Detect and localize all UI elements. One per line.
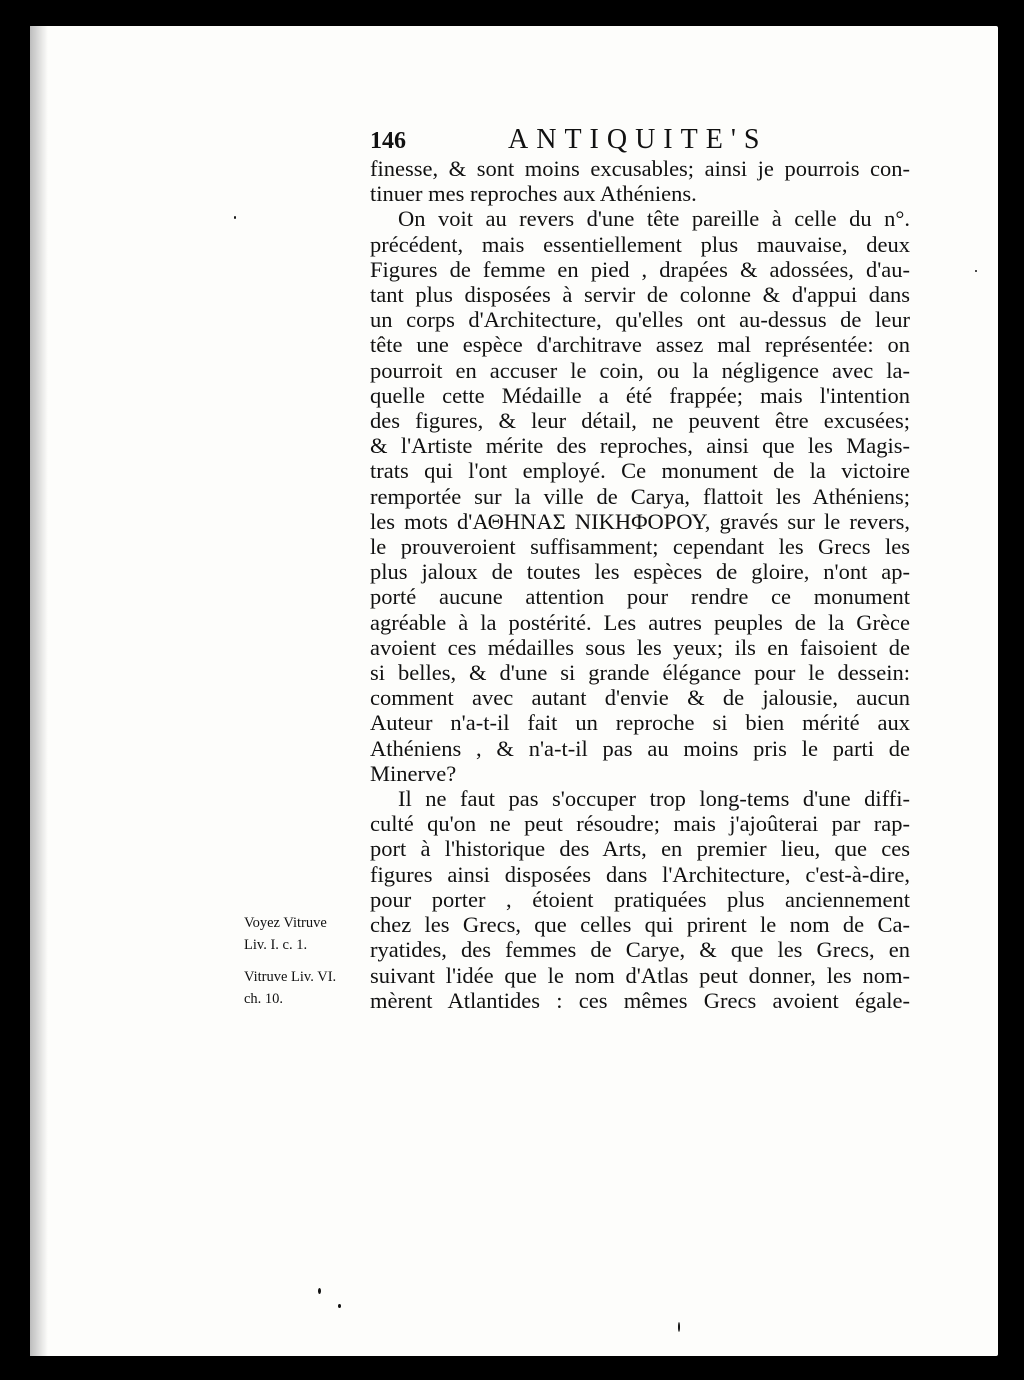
- text-line: Minerve?: [370, 760, 457, 786]
- text-line: pour porter , étoient pratiquées plus anciennement: [370, 886, 910, 912]
- page-number: 146: [370, 128, 406, 154]
- text-line: remportée sur la ville de Carya, flattoit les Athéniens;: [370, 483, 910, 509]
- text-line: pourroit en accuser le coin, ou la négligence avec la-: [370, 357, 910, 383]
- text-line: ryatides, des femmes de Carye, & que les Grecs, en: [370, 937, 910, 963]
- margin-note: [244, 966, 369, 1010]
- text-line: plus jaloux de toutes les espèces de gloire, n'ont ap-: [370, 559, 910, 585]
- text-line: quelle cette Médaille a été frappée; mais l'intention: [370, 382, 910, 408]
- margin-note-line: Liv. I. c. 1.: [244, 937, 308, 953]
- text-line: avoient ces médailles sous les yeux; ils en faisoient de: [370, 634, 910, 660]
- ink-speck: [678, 1322, 680, 1332]
- text-line: Athéniens , & n'a-t-il pas au moins pris le parti de: [370, 735, 910, 761]
- text-line: les mots d'ΑΘΗΝΑΣ ΝΙΚΗΦΟΡΟΥ, gravés sur le revers,: [370, 508, 910, 534]
- ink-speck: [318, 1288, 321, 1294]
- ink-speck: [338, 1304, 341, 1308]
- text-line: comment avec autant d'envie & de jalousie, aucun: [370, 685, 910, 711]
- text-line: & l'Artiste mérite des reproches, ainsi que les Magis-: [370, 433, 910, 459]
- text-line: Figures de femme en pied , drapées & adossées, d'au-: [370, 256, 910, 282]
- margin-note-line: ch. 10.: [244, 991, 284, 1007]
- text-line: mèrent Atlantides : ces mêmes Grecs avoient égale-: [370, 987, 910, 1013]
- text-line: On voit au revers d'une tête pareille à celle du n°.: [398, 206, 910, 232]
- text-line: port à l'historique des Arts, en premier lieu, que ces: [370, 836, 910, 862]
- text-line: si belles, & d'une si grande élégance pour le dessein:: [370, 660, 910, 686]
- text-line: suivant l'idée que le nom d'Atlas peut donner, les nom-: [370, 962, 910, 988]
- body-text: [370, 156, 910, 1013]
- text-line: chez les Grecs, que celles qui prirent le nom de Ca-: [370, 912, 910, 938]
- text-line: trats qui l'ont employé. Ce monument de la victoire: [370, 458, 910, 484]
- text-line: tinuer mes reproches aux Athéniens.: [370, 181, 697, 207]
- text-line: Il ne faut pas s'occuper trop long-tems d'une diffi-: [398, 786, 910, 812]
- text-line: culté qu'on ne peut résoudre; mais j'ajoûterai par rap-: [370, 811, 910, 837]
- text-line: des figures, & leur détail, ne peuvent être excusées;: [370, 408, 910, 434]
- running-header: [370, 124, 910, 156]
- text-line: tant plus disposées à servir de colonne & d'appui dans: [370, 282, 910, 308]
- text-line: le prouveroient suffisamment; cependant les Grecs les: [370, 534, 910, 560]
- text-line: précédent, mais essentiellement plus mauvaise, deux: [370, 231, 910, 257]
- text-line: figures ainsi disposées dans l'Architecture, c'est-à-dire,: [370, 861, 910, 887]
- text-line: un corps d'Architecture, qu'elles ont au-dessus de leur: [370, 307, 910, 333]
- text-line: agréable à la postérité. Les autres peuples de la Grèce: [370, 609, 910, 635]
- margin-note-line: Vitruve Liv. VI.: [244, 969, 337, 985]
- text-line: porté aucune attention pour rendre ce monument: [370, 584, 910, 610]
- ink-speck: [234, 216, 236, 219]
- running-title: ANTIQUITE'S: [508, 124, 768, 155]
- margin-note: [244, 912, 369, 956]
- text-line: finesse, & sont moins excusables; ainsi je pourrois con-: [370, 156, 910, 181]
- text-line: Auteur n'a-t-il fait un reproche si bien mérité aux: [370, 710, 910, 736]
- margin-note-line: Voyez Vitruve: [244, 915, 327, 931]
- text-line: tête une espèce d'architrave assez mal représentée: on: [370, 332, 910, 358]
- margin-notes: [244, 912, 369, 1010]
- ink-speck: [975, 270, 977, 272]
